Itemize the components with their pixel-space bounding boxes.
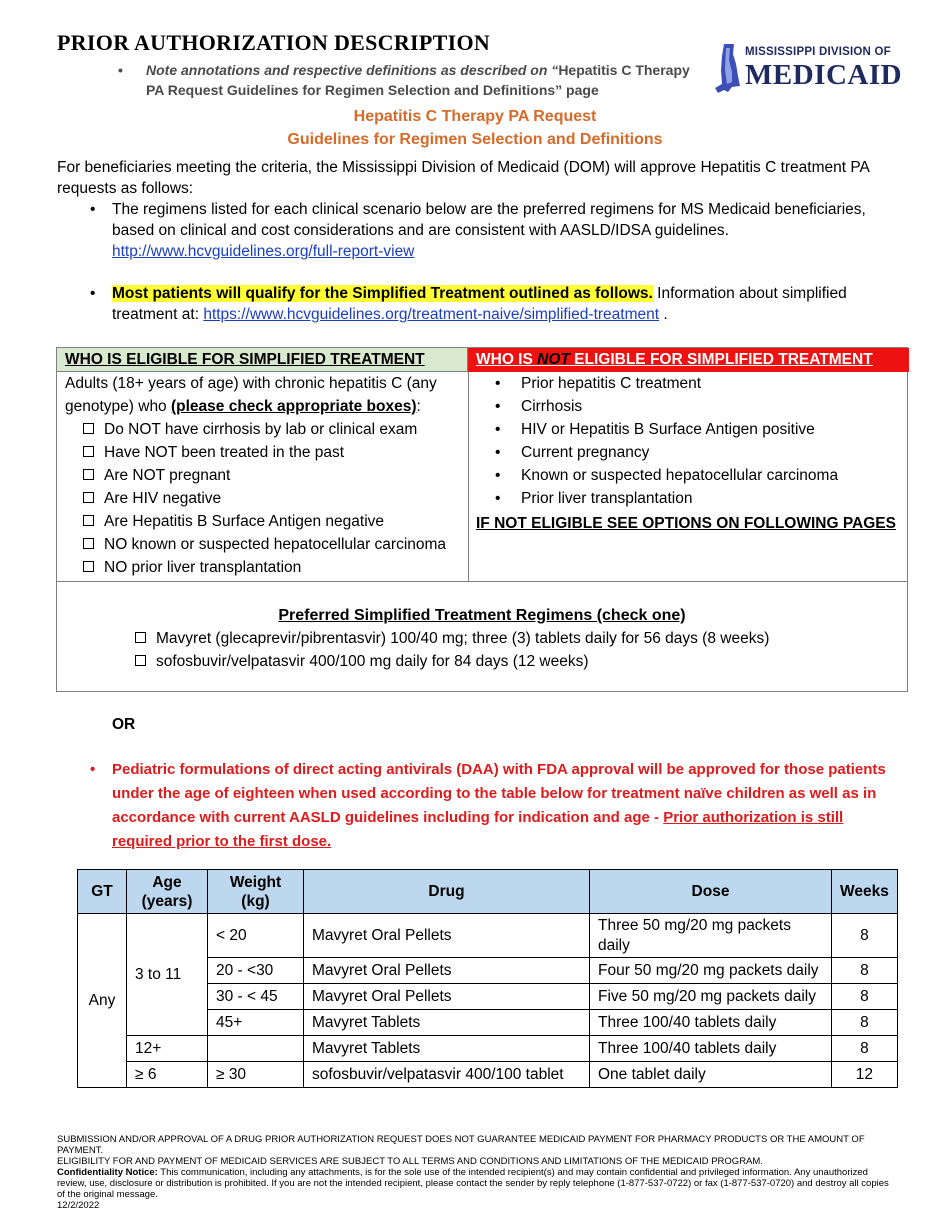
bullet-simplified — [90, 283, 902, 325]
simplified-highlight: Most patients will qualify for the Simplified Treatment outlined as follows. — [112, 285, 653, 302]
criteria-item[interactable] — [83, 510, 468, 533]
drug-cell: Mavyret Oral Pellets — [304, 984, 590, 1010]
table-row — [78, 1062, 898, 1088]
simplified-treatment-link[interactable]: https://www.hcvguidelines.org/treatment-naive/simplified-treatment — [203, 306, 660, 323]
criteria-item[interactable] — [83, 418, 468, 441]
criteria-item[interactable] — [83, 464, 468, 487]
criteria-label: Are Hepatitis B Surface Antigen negative — [104, 513, 385, 530]
criteria-label: Do NOT have cirrhosis by lab or clinical exam — [104, 421, 418, 438]
exclusion-label: Prior hepatitis C treatment — [521, 375, 702, 392]
table-header-row — [78, 870, 898, 914]
age-cell: 3 to 11 — [127, 914, 208, 1036]
footer-date: 12/2/2022 — [57, 1200, 100, 1211]
intro-paragraph: For beneficiaries meeting the criteria, the Mississippi Division of Medicaid (DOM) will approve Hepatitis C treatment PA requests as follows: — [57, 159, 870, 197]
column-divider — [468, 372, 469, 581]
page-title: PRIOR AUTHORIZATION DESCRIPTION — [57, 30, 491, 55]
footer-line2: ELIGIBILITY FOR AND PAYMENT OF MEDICAID SERVICES ARE SUBJECT TO ALL TERMS AND CONDITIONS AND LIMITATIONS OF THE MEDICAID PROGRAM. — [57, 1156, 763, 1167]
drug-cell: Mavyret Tablets — [304, 1036, 590, 1062]
criteria-item[interactable] — [83, 533, 468, 556]
criteria-list — [83, 418, 468, 579]
exclusion-list — [495, 372, 895, 510]
guidelines-title-2: Guidelines for Regimen Selection and Definitions — [287, 131, 663, 148]
annotation-note — [118, 60, 698, 100]
checkbox[interactable] — [83, 492, 94, 503]
weeks-cell: 8 — [832, 1036, 898, 1062]
bullet-icon: • — [118, 62, 123, 78]
not-eligible-header-not: NOT — [537, 351, 570, 368]
regimen-label: Mavyret (glecaprevir/pibrentasvir) 100/40 mg; three (3) tablets daily for 56 days (8 weeks) — [156, 630, 770, 647]
not-eligible-note: IF NOT ELIGIBLE SEE OPTIONS ON FOLLOWING PAGES — [476, 515, 896, 532]
age-cell: ≥ 6 — [127, 1062, 208, 1088]
exclusion-item — [495, 395, 895, 418]
table-row — [78, 1036, 898, 1062]
eligible-header: WHO IS ELIGIBLE FOR SIMPLIFIED TREATMENT — [57, 348, 468, 372]
eligible-intro-line1: Adults (18+ years of age) with chronic hepatitis C (any — [65, 375, 437, 392]
drug-cell: Mavyret Tablets — [304, 1010, 590, 1036]
note-prefix: Note annotations and respective definitions as described on “ — [146, 62, 559, 78]
checkbox[interactable] — [135, 632, 146, 643]
confidentiality-notice — [57, 1167, 897, 1200]
conf-text: This communication, including any attachments, is for the sole use of the intended recipient(s) and may contain confidential and privileged information. Any unauthorized review, use, disclosure or distribution is prohibited. If you are not the intended recipient, please contact the sender by reply telephone (1-877-537-0722) or fax (1-877-537-0720) and destroy all copies of the original message. — [57, 1167, 889, 1200]
exclusion-item — [495, 418, 895, 441]
regimen-option[interactable] — [135, 627, 895, 650]
bullet-icon: • — [495, 398, 501, 415]
footer-disclaimer — [57, 1134, 897, 1211]
criteria-item[interactable] — [83, 487, 468, 510]
checkbox[interactable] — [135, 655, 146, 666]
intro2-bold: (please check appropriate boxes) — [171, 398, 417, 415]
drug-cell: sofosbuvir/velpatasvir 400/100 tablet — [304, 1062, 590, 1088]
not-eligible-header-pre: WHO IS — [476, 351, 538, 368]
drug-cell: Mavyret Oral Pellets — [304, 958, 590, 984]
bullet-regimens-text: The regimens listed for each clinical scenario below are the preferred regimens for MS Medicaid beneficiaries, based on clinical and cost considerations and are consistent with AASLD/IDSA guidelines. — [112, 201, 866, 239]
bullet-icon: • — [495, 375, 501, 392]
weeks-cell: 8 — [832, 984, 898, 1010]
eligibility-box — [56, 347, 908, 692]
bullet-regimens — [90, 199, 902, 262]
pediatric-dosing-table — [77, 869, 898, 1088]
weight-cell: 30 - < 45 — [208, 984, 304, 1010]
not-eligible-header — [468, 348, 909, 372]
criteria-label: NO known or suspected hepatocellular carcinoma — [104, 536, 447, 553]
header-gt: GT — [78, 870, 127, 914]
hcv-guidelines-link[interactable]: http://www.hcvguidelines.org/full-report-view — [112, 243, 415, 260]
dose-cell: Three 100/40 tablets daily — [590, 1010, 832, 1036]
criteria-item[interactable] — [83, 556, 468, 579]
weight-cell: ≥ 30 — [208, 1062, 304, 1088]
not-eligible-header-post: ELIGIBLE FOR SIMPLIFIED TREATMENT — [569, 351, 873, 368]
regimens-title: Preferred Simplified Treatment Regimens (check one) — [278, 607, 686, 624]
pediatric-text: Pediatric formulations of direct acting antivirals (DAA) with FDA approval will be approved for those patients under the age of eighteen when used according to the table below for treatment naïve children as well as in accordance with current AASLD guidelines including for indication and age - — [112, 761, 886, 826]
dose-cell: Three 50 mg/20 mg packets daily — [590, 914, 832, 958]
age-cell: 12+ — [127, 1036, 208, 1062]
guidelines-title-1: Hepatitis C Therapy PA Request — [353, 108, 597, 125]
drug-cell: Mavyret Oral Pellets — [304, 914, 590, 958]
checkbox[interactable] — [83, 423, 94, 434]
bullet-icon: • — [495, 444, 501, 461]
checkbox[interactable] — [83, 538, 94, 549]
weeks-cell: 8 — [832, 1010, 898, 1036]
intro2-pre: genotype) who — [65, 398, 171, 415]
pediatric-underlined: Prior authorization is still required prior to the first dose. — [112, 809, 844, 850]
medicaid-logo — [712, 40, 903, 96]
weight-cell: 45+ — [208, 1010, 304, 1036]
conf-label: Confidentiality Notice: — [57, 1167, 158, 1178]
criteria-label: NO prior liver transplantation — [104, 559, 302, 576]
exclusion-label: Cirrhosis — [521, 398, 583, 415]
criteria-label: Have NOT been treated in the past — [104, 444, 345, 461]
bullet-icon: • — [495, 490, 501, 507]
exclusion-label: Known or suspected hepatocellular carcinoma — [521, 467, 839, 484]
weeks-cell: 8 — [832, 914, 898, 958]
exclusion-label: Prior liver transplantation — [521, 490, 693, 507]
logo-line1: MISSISSIPPI DIVISION OF — [745, 46, 891, 58]
bullet-icon: • — [495, 421, 501, 438]
dose-cell: Three 100/40 tablets daily — [590, 1036, 832, 1062]
regimen-option[interactable] — [135, 650, 895, 673]
weight-cell: < 20 — [208, 914, 304, 958]
weeks-cell: 12 — [832, 1062, 898, 1088]
header-age: Age (years) — [127, 870, 208, 914]
header-weeks: Weeks — [832, 870, 898, 914]
row-divider — [57, 581, 907, 582]
regimen-label: sofosbuvir/velpatasvir 400/100 mg daily for 84 days (12 weeks) — [156, 653, 589, 670]
regimen-list — [135, 627, 895, 673]
simplified-text: Information about simplified treatment at: — [112, 285, 847, 323]
pediatric-paragraph — [90, 758, 894, 854]
exclusion-item — [495, 372, 895, 395]
exclusion-label: HIV or Hepatitis B Surface Antigen positive — [521, 421, 815, 438]
dose-cell: One tablet daily — [590, 1062, 832, 1088]
weight-cell: 20 - <30 — [208, 958, 304, 984]
bullet-icon: • — [495, 467, 501, 484]
dose-cell: Five 50 mg/20 mg packets daily — [590, 984, 832, 1010]
note-reference: Hepatitis C Therapy PA Request Guidelines for Regimen Selection and Definitions” page — [146, 62, 690, 98]
exclusion-item — [495, 441, 895, 464]
exclusion-item — [495, 464, 895, 487]
weight-cell — [208, 1036, 304, 1062]
criteria-label: Are NOT pregnant — [104, 467, 231, 484]
mississippi-state-icon — [712, 40, 744, 96]
bullet-icon: • — [90, 285, 96, 302]
header-drug: Drug — [304, 870, 590, 914]
checkbox[interactable] — [83, 469, 94, 480]
logo-line2: MEDICAID — [745, 59, 903, 91]
weeks-cell: 8 — [832, 958, 898, 984]
criteria-item[interactable] — [83, 441, 468, 464]
gt-cell: Any — [78, 914, 127, 1088]
criteria-label: Are HIV negative — [104, 490, 222, 507]
table-row — [78, 914, 898, 958]
checkbox[interactable] — [83, 561, 94, 572]
intro2-post: : — [416, 398, 421, 415]
exclusion-label: Current pregnancy — [521, 444, 650, 461]
eligible-intro — [65, 372, 465, 418]
bullet-icon: • — [90, 201, 96, 218]
header-dose: Dose — [590, 870, 832, 914]
or-label: OR — [112, 716, 136, 733]
checkbox[interactable] — [83, 515, 94, 526]
eligible-intro-line2 — [65, 395, 465, 418]
checkbox[interactable] — [83, 446, 94, 457]
footer-line1: SUBMISSION AND/OR APPROVAL OF A DRUG PRIOR AUTHORIZATION REQUEST DOES NOT GUARANTEE MEDICAID PAYMENT FOR PHARMACY PRODUCTS OR THE AMOUNT OF PAYMENT. — [57, 1134, 865, 1156]
dose-cell: Four 50 mg/20 mg packets daily — [590, 958, 832, 984]
simplified-end: . — [659, 306, 668, 323]
header-weight: Weight (kg) — [208, 870, 304, 914]
bullet-icon: • — [90, 761, 96, 778]
exclusion-item — [495, 487, 895, 510]
